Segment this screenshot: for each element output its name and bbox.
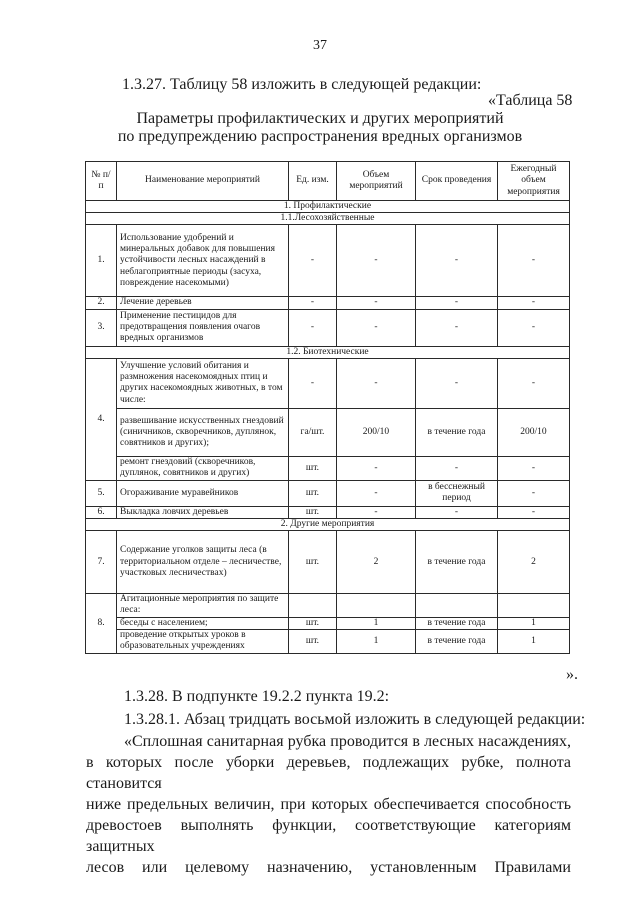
unit-cell: - [289,358,337,408]
unit-cell: шт. [289,629,337,653]
annual-cell: - [498,225,570,297]
term-cell: в течение года [416,629,498,653]
measure-name: Использование удобрений и минеральных добавок для повышения устойчивости лесных насаждений в неблагоприятные периоды (засуха, повреждение насекомыми) [117,225,289,297]
section-title: 2. Другие мероприятия [86,519,570,531]
text-line: «Сплошная санитарная рубка проводится в лесных насаждениях, [124,733,571,750]
volume-cell [337,594,416,617]
table-row [86,594,570,617]
table-row [86,531,570,594]
volume-cell: - [337,297,416,309]
term-cell [416,594,498,617]
col-header-term: Срок проведения [416,162,498,201]
unit-cell: шт. [289,506,337,518]
measure-name: Применение пестицидов для предотвращения появления очагов вредных организмов [117,309,289,346]
table-row [86,629,570,653]
table-row [86,617,570,629]
measure-name: ремонт гнездовий (скворечников, дуплянок, совятников и других) [117,456,289,480]
row-number: 4. [86,358,117,480]
volume-cell: 1 [337,617,416,629]
table-row [86,309,570,346]
annual-cell: - [498,297,570,309]
table-row [86,506,570,518]
unit-cell: шт. [289,456,337,480]
term-cell: - [416,506,498,518]
annual-cell: 2 [498,531,570,594]
table-row [86,225,570,297]
term-cell: - [416,297,498,309]
unit-cell: га/шт. [289,408,337,456]
volume-cell: 1 [337,629,416,653]
measure-name: Содержание уголков защиты леса (в территориальном отделе – лесничестве, участковых лесничествах) [117,531,289,594]
col-header-name: Наименование мероприятий [117,162,289,201]
term-cell: в бесснежный период [416,480,498,506]
unit-cell: шт. [289,617,337,629]
amendment-1-3-28-1: 1.3.28.1. Абзац тридцать восьмой изложить в следующей редакции: [124,711,586,728]
term-cell: в течение года [416,408,498,456]
section-row [86,213,570,225]
col-header-unit: Ед. изм. [289,162,337,201]
unit-cell: - [289,225,337,297]
row-number: 2. [86,297,117,309]
term-cell: - [416,309,498,346]
measure-name: проведение открытых уроков в образовательных учреждениях [117,629,289,653]
volume-cell: - [337,456,416,480]
col-header-volume: Объем мероприятий [337,162,416,201]
term-cell: - [416,456,498,480]
annual-cell: 1 [498,629,570,653]
annual-cell: 1 [498,617,570,629]
annual-cell [498,594,570,617]
row-number: 6. [86,506,117,518]
row-number: 7. [86,531,117,594]
volume-cell: 200/10 [337,408,416,456]
unit-cell [289,594,337,617]
row-number: 5. [86,480,117,506]
volume-cell: - [337,480,416,506]
text-line: лесов или целевому назначению, установленным Правилами [86,859,571,876]
term-cell: в течение года [416,617,498,629]
term-cell: - [416,225,498,297]
amendment-1-3-28: 1.3.28. В подпункте 19.2.2 пункта 19.2: [124,688,390,705]
page-number: 37 [313,38,327,53]
amendment-text [86,731,571,878]
table-row [86,480,570,506]
volume-cell: - [337,309,416,346]
measure-name: Огораживание муравейников [117,480,289,506]
term-cell: - [416,358,498,408]
measure-name: развешивание искусственных гнездовий (синичников, скворечников, дуплянок, совятников и других); [117,408,289,456]
section-row [86,519,570,531]
term-cell: в течение года [416,531,498,594]
measures-table [85,161,570,654]
table-row [86,297,570,309]
text-line: древостоев выполнять функции, соответствующие категориям защитных [86,817,571,855]
row-number: 8. [86,594,117,654]
annual-cell: 200/10 [498,408,570,456]
section-row [86,201,570,213]
unit-cell: - [289,297,337,309]
section-title: 1.2. Биотехнические [86,346,570,358]
unit-cell: - [289,309,337,346]
section-title: 1. Профилактические [86,201,570,213]
col-header-annual: Ежегодный объем мероприятия [498,162,570,201]
volume-cell: - [337,358,416,408]
table-row [86,358,570,408]
unit-cell: шт. [289,480,337,506]
table-row [86,408,570,456]
annual-cell: - [498,480,570,506]
col-header-num: № п/п [86,162,117,201]
table-title-line-1: Параметры профилактических и других мероприятий [136,110,504,127]
measure-name: Лечение деревьев [117,297,289,309]
row-number: 1. [86,225,117,297]
table-title-line-2: по предупреждению распространения вредных организмов [117,128,523,145]
volume-cell: - [337,225,416,297]
text-line: ниже предельных величин, при которых обеспечивается способность [86,796,571,813]
table-header-row [86,162,570,201]
annual-cell: - [498,358,570,408]
closing-quote: ». [566,666,578,683]
table-caption: «Таблица 58 [488,92,573,109]
amendment-intro: 1.3.27. Таблицу 58 изложить в следующей редакции: [122,76,482,93]
row-number: 3. [86,309,117,346]
annual-cell: - [498,309,570,346]
measure-name: Улучшение условий обитания и размножения насекомоядных птиц и других насекомоядных животных, в том числе: [117,358,289,408]
measure-name: Агитационные мероприятия по защите леса: [117,594,289,617]
section-title: 1.1.Лесохозяйственные [86,213,570,225]
text-line: в которых после уборки деревьев, подлежащих рубке, полнота становится [86,754,571,792]
measure-name: беседы с населением; [117,617,289,629]
table-row [86,456,570,480]
annual-cell: - [498,456,570,480]
volume-cell: 2 [337,531,416,594]
section-row [86,346,570,358]
volume-cell: - [337,506,416,518]
measure-name: Выкладка ловчих деревьев [117,506,289,518]
unit-cell: шт. [289,531,337,594]
annual-cell: - [498,506,570,518]
